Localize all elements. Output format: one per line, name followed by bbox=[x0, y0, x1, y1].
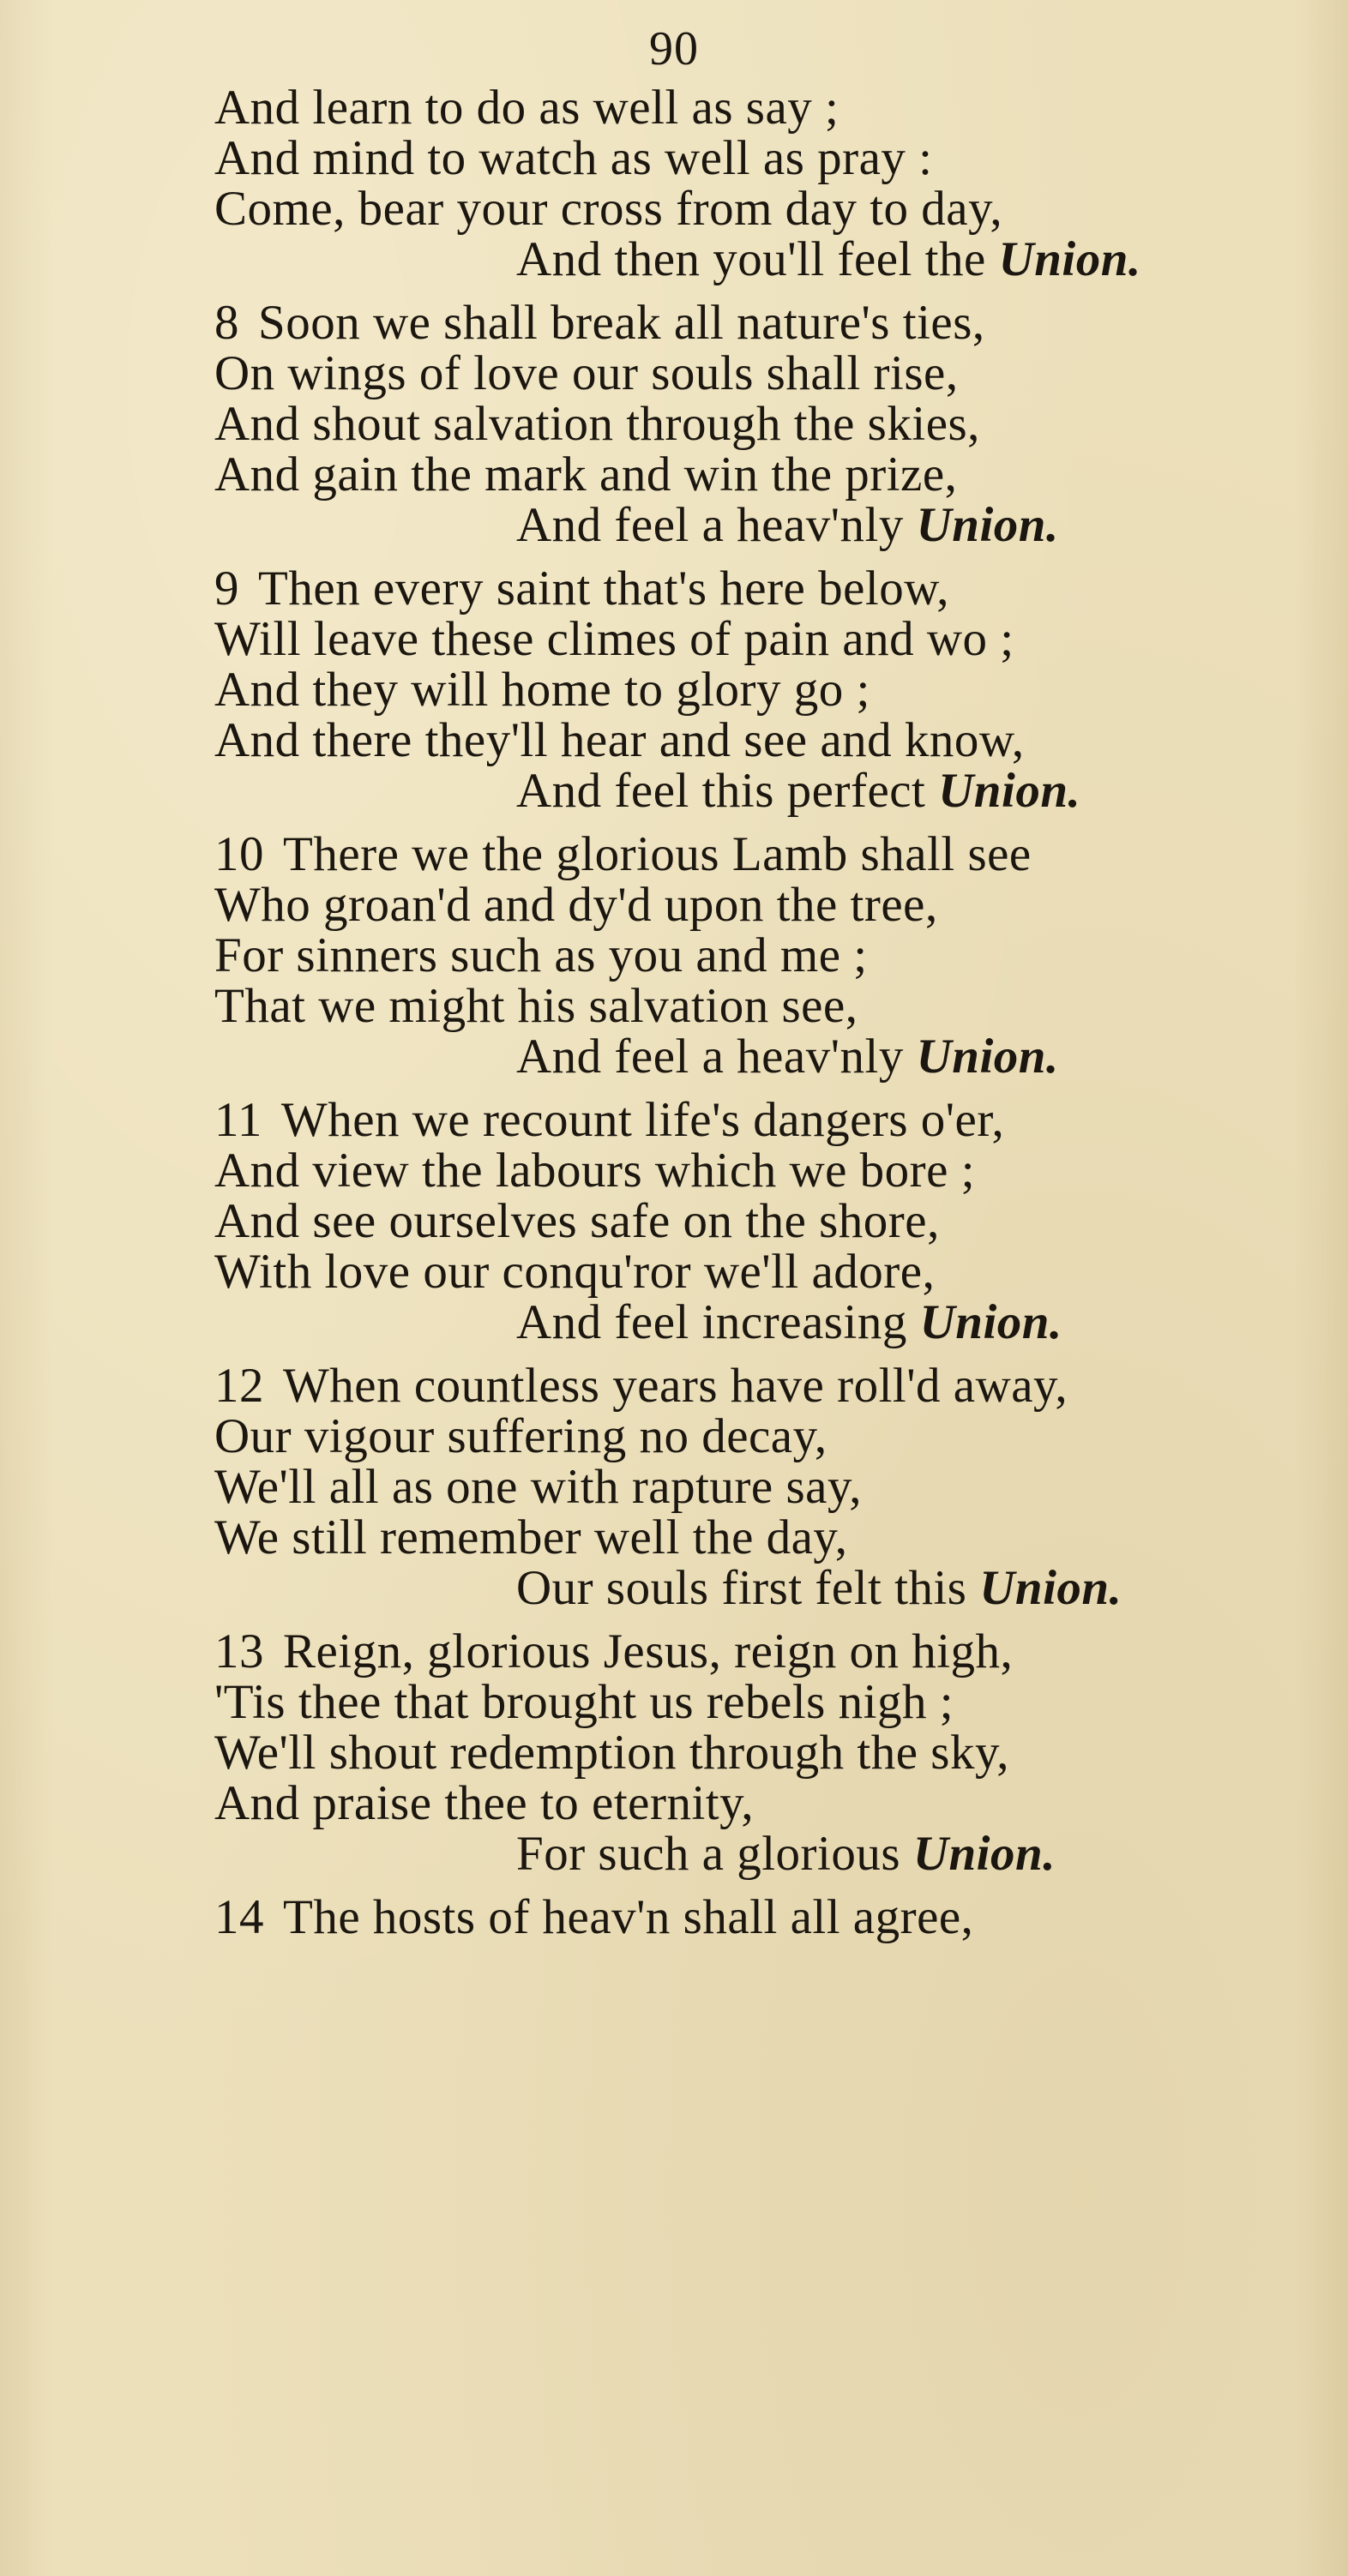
page-number: 90 bbox=[649, 22, 699, 75]
refrain-word: Union. bbox=[998, 232, 1141, 286]
verse-line bbox=[214, 399, 1286, 449]
line-text: And feel increasing bbox=[516, 1295, 920, 1349]
refrain-word: Union. bbox=[916, 498, 1059, 552]
line-text: And they will home to glory go ; bbox=[214, 663, 870, 717]
verse-line bbox=[214, 664, 1286, 715]
verse-line bbox=[214, 1626, 1286, 1677]
verse bbox=[214, 1626, 1286, 1879]
verse-line bbox=[214, 766, 1286, 816]
line-text: With love our conqu'ror we'll adore, bbox=[214, 1245, 936, 1299]
verse-line bbox=[214, 1512, 1286, 1563]
verse-line bbox=[214, 1145, 1286, 1196]
verse-number: 12 bbox=[214, 1359, 264, 1413]
line-text: And see ourselves safe on the shore, bbox=[214, 1194, 940, 1248]
verse-line bbox=[214, 1778, 1286, 1828]
verse-line bbox=[214, 82, 1286, 133]
verse bbox=[214, 82, 1286, 285]
line-text: For such a glorious bbox=[516, 1827, 913, 1881]
verse-line bbox=[214, 1462, 1286, 1512]
line-text: Our vigour suffering no decay, bbox=[214, 1409, 827, 1463]
line-text: Who groan'd and dy'd upon the tree, bbox=[214, 878, 938, 932]
line-text: And feel a heav'nly bbox=[516, 498, 917, 552]
line-text: And learn to do as well as say ; bbox=[214, 81, 839, 135]
line-text: When countless years have roll'd away, bbox=[283, 1359, 1068, 1413]
verse-line bbox=[214, 1095, 1286, 1145]
verse-line bbox=[214, 563, 1286, 614]
verse bbox=[214, 829, 1286, 1082]
line-text: And feel this perfect bbox=[516, 764, 939, 818]
verse-number: 8 bbox=[214, 296, 239, 350]
verse-number: 10 bbox=[214, 827, 264, 881]
line-text: And then you'll feel the bbox=[516, 232, 999, 286]
line-text: That we might his salvation see, bbox=[214, 979, 858, 1033]
verse-line bbox=[214, 930, 1286, 981]
verse-line bbox=[214, 234, 1286, 285]
line-text: 'Tis thee that brought us rebels nigh ; bbox=[214, 1675, 954, 1729]
line-text: There we the glorious Lamb shall see bbox=[283, 827, 1032, 881]
verse-line bbox=[214, 1892, 1286, 1943]
refrain-word: Union. bbox=[919, 1295, 1062, 1349]
verse-line bbox=[214, 1031, 1286, 1082]
verse bbox=[214, 1360, 1286, 1613]
line-text: Reign, glorious Jesus, reign on high, bbox=[283, 1624, 1014, 1678]
verse-line bbox=[214, 1297, 1286, 1348]
verse-line bbox=[214, 981, 1286, 1031]
line-text: And feel a heav'nly bbox=[516, 1030, 917, 1084]
line-text: We still remember well the day, bbox=[214, 1510, 848, 1564]
refrain-word: Union. bbox=[938, 764, 1081, 818]
line-text: Soon we shall break all nature's ties, bbox=[258, 296, 985, 350]
line-text: For sinners such as you and me ; bbox=[214, 928, 868, 982]
line-text: On wings of love our souls shall rise, bbox=[214, 346, 959, 400]
verse-number: 11 bbox=[214, 1093, 262, 1147]
line-text: We'll shout redemption through the sky, bbox=[214, 1726, 1010, 1780]
verse-line bbox=[214, 1563, 1286, 1613]
line-text: Come, bear your cross from day to day, bbox=[214, 182, 1003, 236]
verse-line bbox=[214, 133, 1286, 183]
line-text: Will leave these climes of pain and wo ; bbox=[214, 612, 1014, 666]
verse bbox=[214, 1095, 1286, 1348]
line-text: And gain the mark and win the prize, bbox=[214, 447, 958, 501]
verse-line bbox=[214, 715, 1286, 766]
line-text: When we recount life's dangers o'er, bbox=[280, 1093, 1005, 1147]
verse-line bbox=[214, 1677, 1286, 1727]
verse-number: 9 bbox=[214, 561, 239, 615]
line-text: And shout salvation through the skies, bbox=[214, 397, 980, 451]
line-text: We'll all as one with rapture say, bbox=[214, 1460, 862, 1514]
hymn-verses bbox=[214, 82, 1286, 1943]
refrain-word: Union. bbox=[979, 1561, 1122, 1615]
verse-line bbox=[214, 500, 1286, 550]
verse-line bbox=[214, 1411, 1286, 1462]
verse-line bbox=[214, 1360, 1286, 1411]
verse bbox=[214, 297, 1286, 550]
verse bbox=[214, 1892, 1286, 1943]
verse-line bbox=[214, 1196, 1286, 1246]
line-text: And view the labours which we bore ; bbox=[214, 1144, 976, 1198]
verse-line bbox=[214, 183, 1286, 234]
line-text: And there they'll hear and see and know, bbox=[214, 713, 1025, 767]
verse-line bbox=[214, 1727, 1286, 1778]
verse-line bbox=[214, 1828, 1286, 1879]
refrain-word: Union. bbox=[912, 1827, 1056, 1881]
verse-line bbox=[214, 614, 1286, 664]
verse-line bbox=[214, 348, 1286, 399]
verse-line bbox=[214, 829, 1286, 880]
verse bbox=[214, 563, 1286, 816]
refrain-word: Union. bbox=[916, 1030, 1059, 1084]
line-text: Then every saint that's here below, bbox=[258, 561, 949, 615]
line-text: The hosts of heav'n shall all agree, bbox=[283, 1890, 974, 1944]
verse-line bbox=[214, 297, 1286, 348]
line-text: And praise thee to eternity, bbox=[214, 1776, 755, 1830]
line-text: Our souls first felt this bbox=[516, 1561, 980, 1615]
verse-number: 13 bbox=[214, 1624, 264, 1678]
verse-line bbox=[214, 449, 1286, 500]
line-text: And mind to watch as well as pray : bbox=[214, 131, 933, 185]
verse-number: 14 bbox=[214, 1890, 264, 1944]
verse-line bbox=[214, 1246, 1286, 1297]
verse-line bbox=[214, 880, 1286, 930]
